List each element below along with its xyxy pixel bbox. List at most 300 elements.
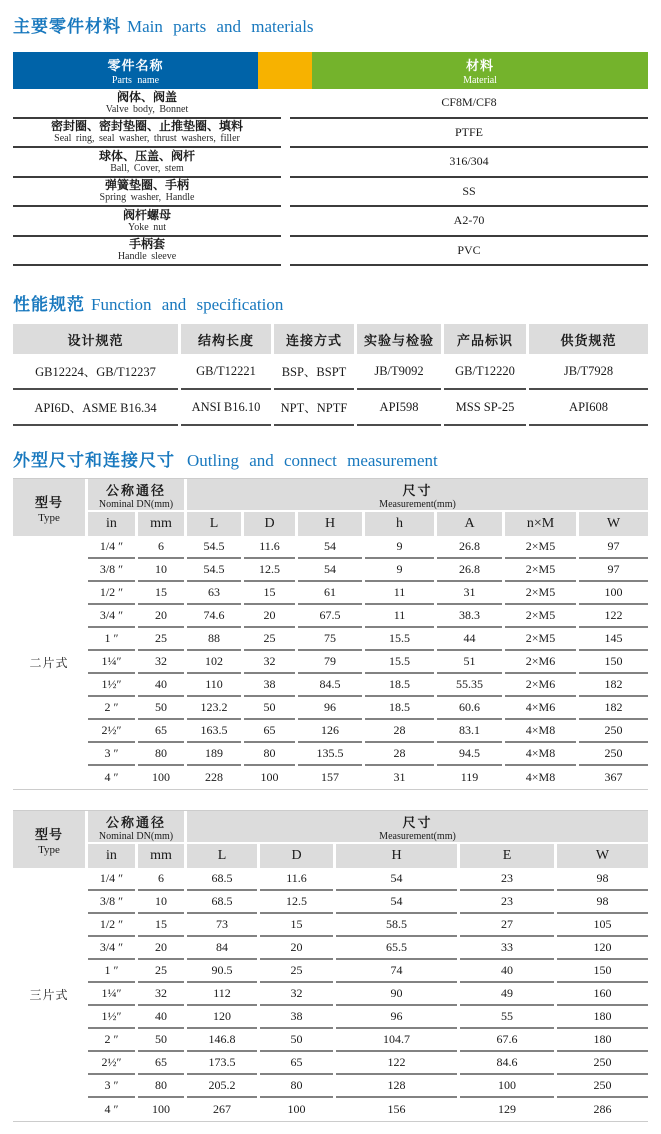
- table-row: [88, 891, 648, 914]
- cell-A: 119: [460, 770, 479, 784]
- cell-A: 38.3: [437, 605, 502, 628]
- spec-cell: GB/T12220: [444, 354, 526, 390]
- cell-L: 88: [187, 628, 241, 651]
- column-header: mm: [138, 512, 184, 536]
- table-row: [88, 1052, 648, 1075]
- cell-in: 3/8 ″: [88, 891, 135, 914]
- table-row: [88, 720, 648, 743]
- cell-L: 84: [187, 937, 257, 960]
- material-value-cell: PVC: [290, 237, 648, 267]
- cell-mm: 6: [138, 868, 184, 891]
- spec-table-header: [13, 324, 648, 354]
- cell-L: 189: [187, 743, 241, 766]
- dimension-table-body: [13, 868, 648, 1121]
- table-row: [13, 119, 648, 149]
- cell-L: 228: [205, 770, 223, 784]
- dimension-table-header: [13, 811, 648, 868]
- cell-in: 3 ″: [88, 743, 135, 766]
- cell-h: 18.5: [365, 697, 434, 720]
- header-groups: [88, 811, 648, 842]
- measurement-label-en: Measurement(mm): [379, 830, 456, 842]
- table-row: [13, 148, 648, 178]
- part-name-cell: [13, 148, 281, 178]
- cell-D: 12.5: [260, 891, 333, 914]
- table-row: [88, 766, 648, 789]
- cell-A: 83.1: [437, 720, 502, 743]
- cell-in: 3/4 ″: [88, 605, 135, 628]
- cell-L: 110: [187, 674, 241, 697]
- cell-H: 126: [298, 720, 362, 743]
- cell-L: 68.5: [187, 868, 257, 891]
- column-header: L: [187, 512, 241, 536]
- table-row: [13, 207, 648, 237]
- cell-mm: 32: [138, 983, 184, 1006]
- cell-A: 94.5: [437, 743, 502, 766]
- cell-nxM: 2×M6: [505, 674, 576, 697]
- cell-A: 31: [437, 582, 502, 605]
- cell-mm: 15: [138, 914, 184, 937]
- cell-W: 105: [557, 914, 648, 937]
- cell-D: 80: [244, 743, 295, 766]
- cell-H: 135.5: [298, 743, 362, 766]
- cell-W: 145: [579, 628, 648, 651]
- cell-D: 11.6: [260, 868, 333, 891]
- cell-D: 25: [260, 960, 333, 983]
- cell-W: 182: [579, 697, 648, 720]
- cell-h: 28: [365, 720, 434, 743]
- cell-L: 54.5: [187, 559, 241, 582]
- header-divider-block: [258, 52, 312, 89]
- cell-in: 1½″: [88, 674, 135, 697]
- table-row: [88, 743, 648, 766]
- cell-in: 1¼″: [88, 983, 135, 1006]
- spec-cell: API6D、ASME B16.34: [13, 390, 178, 426]
- cell-H: 96: [298, 697, 362, 720]
- cell-mm: 80: [138, 743, 184, 766]
- cell-W: 250: [557, 1052, 648, 1075]
- cell-L: 123.2: [187, 697, 241, 720]
- cell-mm: 15: [138, 582, 184, 605]
- cell-A: 26.8: [437, 536, 502, 559]
- cell-D: 20: [244, 605, 295, 628]
- cell-mm: 40: [138, 1006, 184, 1029]
- cell-L: 73: [187, 914, 257, 937]
- table-row: [88, 914, 648, 937]
- cell-E: 129: [498, 1102, 516, 1116]
- cell-nxM: 2×M5: [505, 559, 576, 582]
- cell-A: 60.6: [437, 697, 502, 720]
- cell-mm: 6: [138, 536, 184, 559]
- cell-H: 96: [336, 1006, 457, 1029]
- cell-E: 67.6: [460, 1029, 554, 1052]
- measurement-label-zh: 尺寸: [402, 814, 433, 830]
- cell-H: 65.5: [336, 937, 457, 960]
- spec-cell: ANSI B16.10: [181, 390, 271, 426]
- type-label-en: Type: [38, 511, 60, 524]
- cell-E: 23: [460, 868, 554, 891]
- materials-table-body: [13, 89, 648, 266]
- measurement-header-cell: [187, 479, 648, 510]
- cell-W: 286: [593, 1102, 612, 1116]
- material-value-cell: 316/304: [290, 148, 648, 178]
- table-row: [13, 178, 648, 208]
- column-header: 产品标识: [444, 324, 526, 354]
- cell-in: 2½″: [88, 1052, 135, 1075]
- measurement-label-zh: 尺寸: [402, 482, 433, 498]
- part-name-zh: 球体、压盖、阀杆: [98, 148, 195, 163]
- cell-L: 267: [213, 1102, 231, 1116]
- cell-D: 65: [260, 1052, 333, 1075]
- cell-L: 120: [187, 1006, 257, 1029]
- column-header: A: [437, 512, 502, 536]
- cell-W: 98: [557, 868, 648, 891]
- cell-W: 182: [579, 674, 648, 697]
- material-header-cell: [312, 52, 648, 89]
- measurement-header-cell: [187, 811, 648, 842]
- column-header: L: [187, 844, 257, 868]
- dn-label-en: Nominal DN(mm): [98, 498, 174, 510]
- cell-nxM: 2×M5: [505, 605, 576, 628]
- cell-A: 44: [437, 628, 502, 651]
- cell-E: 55: [460, 1006, 554, 1029]
- cell-A: 51: [437, 651, 502, 674]
- cell-D: 20: [260, 937, 333, 960]
- cell-in: 3/4 ″: [88, 937, 135, 960]
- cell-L: 163.5: [187, 720, 241, 743]
- part-name-cell: [13, 119, 281, 149]
- cell-mm: 50: [138, 1029, 184, 1052]
- table-row: [88, 937, 648, 960]
- cell-A: 55.35: [437, 674, 502, 697]
- cell-mm: 10: [138, 891, 184, 914]
- dn-label-zh: 公称通径: [105, 814, 166, 830]
- cell-W: 367: [604, 770, 623, 784]
- cell-E: 100: [460, 1075, 554, 1098]
- cell-D: 15: [244, 582, 295, 605]
- cell-mm: 100: [152, 1102, 170, 1116]
- cell-in: 1½″: [88, 1006, 135, 1029]
- cell-D: 11.6: [244, 536, 295, 559]
- cell-L: 102: [187, 651, 241, 674]
- cell-H: 157: [321, 770, 339, 784]
- column-header: n×M: [505, 512, 576, 536]
- section-title-zh: 主要零件材料: [13, 17, 121, 36]
- column-header: H: [298, 512, 362, 536]
- table-row: [88, 868, 648, 891]
- header-right: [88, 811, 648, 868]
- cell-H: 122: [336, 1052, 457, 1075]
- cell-W: 250: [579, 720, 648, 743]
- part-name-en: Spring washer, Handle: [99, 192, 195, 204]
- cell-W: 150: [557, 960, 648, 983]
- table-row: [88, 605, 648, 628]
- cell-nxM: 4×M8: [525, 770, 556, 784]
- cell-E: 40: [460, 960, 554, 983]
- cell-H: 75: [298, 628, 362, 651]
- materials-table-header: [13, 52, 648, 89]
- part-name-zh: 弹簧垫圈、手柄: [104, 178, 189, 193]
- cell-E: 84.6: [460, 1052, 554, 1075]
- cell-mm: 80: [138, 1075, 184, 1098]
- cell-D: 100: [260, 770, 279, 784]
- part-name-zh: 阀体、阀盖: [116, 89, 177, 104]
- part-name-zh: 密封圈、密封垫圈、止推垫圈、填料: [50, 119, 243, 134]
- cell-D: 32: [260, 983, 333, 1006]
- column-header: 设计规范: [13, 324, 178, 354]
- spec-cell: BSP、BSPT: [274, 354, 354, 390]
- part-name-cell: [13, 89, 281, 119]
- table-row: [88, 628, 648, 651]
- column-headers: [88, 844, 648, 868]
- part-name-en: Ball, Cover, stem: [110, 162, 184, 174]
- cell-E: 49: [460, 983, 554, 1006]
- cell-mm: 100: [152, 770, 170, 784]
- cell-in: 1 ″: [88, 628, 135, 651]
- section-title-specification: [13, 294, 648, 316]
- cell-H: 58.5: [336, 914, 457, 937]
- column-header: E: [460, 844, 554, 868]
- cell-L: 90.5: [187, 960, 257, 983]
- header-groups: [88, 479, 648, 510]
- cell-mm: 32: [138, 651, 184, 674]
- parts-name-en: Parts name: [111, 75, 160, 86]
- table-row: [88, 960, 648, 983]
- spec-cell: JB/T7928: [529, 354, 648, 390]
- cell-H: 90: [336, 983, 457, 1006]
- nominal-dn-header-cell: [88, 479, 184, 510]
- column-header: mm: [138, 844, 184, 868]
- cell-L: 146.8: [187, 1029, 257, 1052]
- material-value-cell: PTFE: [290, 119, 648, 149]
- cell-D: 38: [260, 1006, 333, 1029]
- cell-mm: 20: [138, 937, 184, 960]
- cell-h: 15.5: [365, 651, 434, 674]
- part-name-en: Handle sleeve: [117, 251, 177, 263]
- cell-in: 1/4 ″: [88, 868, 135, 891]
- cell-D: 25: [244, 628, 295, 651]
- cell-L: 63: [187, 582, 241, 605]
- nominal-dn-header-cell: [88, 811, 184, 842]
- part-name-en: Valve body, Bonnet: [105, 103, 189, 115]
- table-row: [88, 651, 648, 674]
- column-headers: [88, 512, 648, 536]
- cell-H: 54: [336, 891, 457, 914]
- cell-H: 54: [336, 868, 457, 891]
- cell-nxM: 2×M6: [505, 651, 576, 674]
- part-name-cell: [13, 207, 281, 237]
- cell-in: 4 ″: [104, 770, 119, 784]
- dimension-table-body: [13, 536, 648, 789]
- spec-cell: API608: [529, 390, 648, 426]
- cell-H: 67.5: [298, 605, 362, 628]
- section-title-main-parts: [13, 16, 648, 38]
- cell-D: 12.5: [244, 559, 295, 582]
- column-header: 供货规范: [529, 324, 648, 354]
- two-piece-dimension-table: [13, 478, 648, 790]
- cell-nxM: 4×M8: [505, 720, 576, 743]
- cell-in: 3 ″: [88, 1075, 135, 1098]
- type-header-cell: [13, 811, 85, 868]
- cell-L: 173.5: [187, 1052, 257, 1075]
- spec-cell: MSS SP-25: [444, 390, 526, 426]
- cell-nxM: 2×M5: [505, 582, 576, 605]
- cell-H: 79: [298, 651, 362, 674]
- cell-in: 4 ″: [104, 1102, 119, 1116]
- table-row: [88, 536, 648, 559]
- material-value-cell: A2-70: [290, 207, 648, 237]
- section-title-en: Main parts and materials: [127, 17, 314, 36]
- type-label-zh: 型号: [34, 494, 63, 510]
- cell-mm: 25: [138, 628, 184, 651]
- dimension-rows: [88, 536, 648, 789]
- cell-W: 160: [557, 983, 648, 1006]
- cell-W: 97: [579, 536, 648, 559]
- type-label-en: Type: [38, 843, 60, 856]
- cell-L: 68.5: [187, 891, 257, 914]
- table-row: [13, 237, 648, 267]
- section-title-en: Function and specification: [91, 295, 284, 314]
- cell-in: 1/4 ″: [88, 536, 135, 559]
- cell-nxM: 4×M8: [505, 743, 576, 766]
- table-row: [13, 89, 648, 119]
- section-title-zh: 性能规范: [13, 295, 85, 314]
- cell-in: 2½″: [88, 720, 135, 743]
- column-header: D: [260, 844, 333, 868]
- cell-h: 18.5: [365, 674, 434, 697]
- header-right: [88, 479, 648, 536]
- cell-L: 74.6: [187, 605, 241, 628]
- part-name-zh: 阀杆螺母: [122, 207, 171, 222]
- type-header-cell: [13, 479, 85, 536]
- cell-W: 250: [557, 1075, 648, 1098]
- cell-H: 74: [336, 960, 457, 983]
- cell-W: 120: [557, 937, 648, 960]
- cell-nxM: 2×M5: [505, 536, 576, 559]
- cell-W: 180: [557, 1006, 648, 1029]
- cell-mm: 25: [138, 960, 184, 983]
- cell-in: 1/2 ″: [88, 914, 135, 937]
- cell-W: 122: [579, 605, 648, 628]
- cell-nxM: 4×M6: [505, 697, 576, 720]
- section-title-en: Outling and connect measurement: [187, 451, 438, 470]
- cell-h: 31: [393, 770, 406, 784]
- cell-h: 9: [365, 559, 434, 582]
- part-name-en: Yoke nut: [128, 221, 166, 233]
- cell-h: 11: [365, 582, 434, 605]
- spec-cell: GB12224、GB/T12237: [13, 354, 178, 390]
- part-name-cell: [13, 178, 281, 208]
- cell-H: 128: [336, 1075, 457, 1098]
- material-en: Material: [463, 75, 497, 86]
- cell-mm: 20: [138, 605, 184, 628]
- dn-label-zh: 公称通径: [105, 482, 166, 498]
- cell-mm: 10: [138, 559, 184, 582]
- part-name-en: Seal ring, seal washer, thrust washers, filler: [54, 133, 240, 145]
- cell-in: 1 ″: [88, 960, 135, 983]
- table-row: [88, 1098, 648, 1121]
- type-label-zh: 型号: [34, 826, 63, 842]
- cell-h: 9: [365, 536, 434, 559]
- cell-in: 2 ″: [88, 1029, 135, 1052]
- column-header: 连接方式: [274, 324, 354, 354]
- material-value-cell: SS: [290, 178, 648, 208]
- spec-cell: NPT、NPTF: [274, 390, 354, 426]
- cell-W: 97: [579, 559, 648, 582]
- section-title-dimensions: [13, 450, 648, 472]
- section-title-zh: 外型尺寸和连接尺寸: [13, 451, 175, 470]
- three-piece-dimension-table: [13, 810, 648, 1122]
- cell-L: 54.5: [187, 536, 241, 559]
- cell-mm: 40: [138, 674, 184, 697]
- table-row: [88, 983, 648, 1006]
- cell-mm: 50: [138, 697, 184, 720]
- column-header: in: [88, 844, 135, 868]
- spec-cell: JB/T9092: [357, 354, 441, 390]
- cell-W: 98: [557, 891, 648, 914]
- table-row: [88, 1075, 648, 1098]
- column-header: W: [579, 512, 648, 536]
- material-zh: 材料: [465, 58, 494, 73]
- column-header: D: [244, 512, 295, 536]
- table-row: [13, 390, 648, 426]
- cell-nxM: 2×M5: [505, 628, 576, 651]
- cell-H: 156: [387, 1102, 406, 1116]
- table-row: [88, 582, 648, 605]
- column-header: h: [365, 512, 434, 536]
- cell-A: 26.8: [437, 559, 502, 582]
- parts-name-zh: 零件名称: [107, 58, 164, 73]
- column-header: in: [88, 512, 135, 536]
- type-value-cell: 三片式: [29, 988, 69, 1002]
- cell-D: 32: [244, 651, 295, 674]
- parts-name-header-cell: [13, 52, 258, 89]
- cell-D: 50: [260, 1029, 333, 1052]
- cell-D: 15: [260, 914, 333, 937]
- cell-D: 50: [244, 697, 295, 720]
- table-row: [88, 674, 648, 697]
- cell-H: 104.7: [336, 1029, 457, 1052]
- cell-W: 100: [579, 582, 648, 605]
- cell-mm: 65: [138, 1052, 184, 1075]
- cell-h: 11: [365, 605, 434, 628]
- part-name-cell: [13, 237, 281, 267]
- cell-W: 180: [557, 1029, 648, 1052]
- cell-in: 3/8 ″: [88, 559, 135, 582]
- cell-D: 80: [260, 1075, 333, 1098]
- spec-cell: GB/T12221: [181, 354, 271, 390]
- cell-D: 65: [244, 720, 295, 743]
- cell-L: 205.2: [187, 1075, 257, 1098]
- table-row: [88, 697, 648, 720]
- dn-label-en: Nominal DN(mm): [98, 830, 174, 842]
- cell-H: 54: [298, 536, 362, 559]
- table-row: [88, 559, 648, 582]
- dimension-rows: [88, 868, 648, 1121]
- cell-in: 2 ″: [88, 697, 135, 720]
- cell-in: 1¼″: [88, 651, 135, 674]
- cell-D: 38: [244, 674, 295, 697]
- table-row: [13, 354, 648, 390]
- column-header: 结构长度: [181, 324, 271, 354]
- cell-h: 15.5: [365, 628, 434, 651]
- part-name-zh: 手柄套: [128, 237, 165, 252]
- cell-in: 1/2 ″: [88, 582, 135, 605]
- column-header: H: [336, 844, 457, 868]
- cell-h: 28: [365, 743, 434, 766]
- measurement-label-en: Measurement(mm): [379, 498, 456, 510]
- cell-W: 250: [579, 743, 648, 766]
- cell-mm: 65: [138, 720, 184, 743]
